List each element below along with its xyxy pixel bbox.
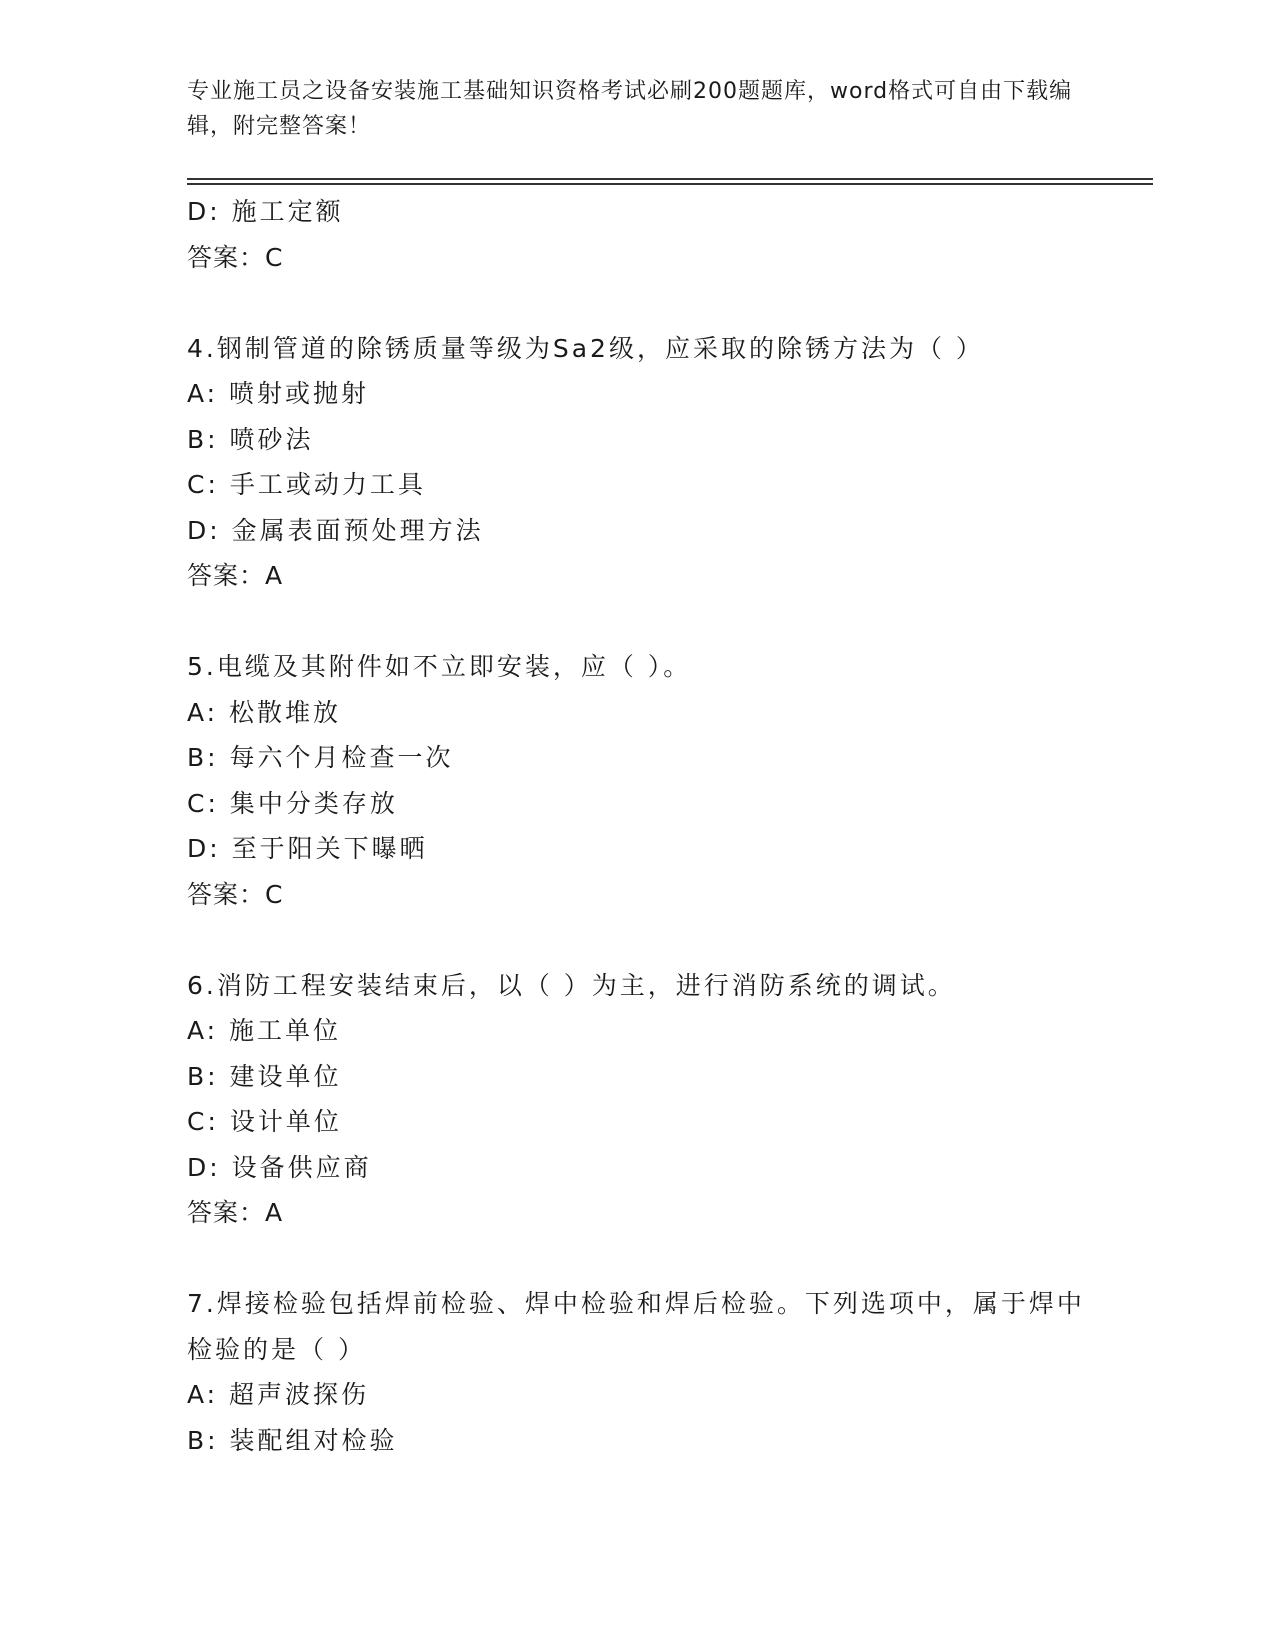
option-b: B: 建设单位 [187, 1061, 342, 1091]
answer: 答案：C [187, 242, 284, 272]
header-rule-bottom [187, 183, 1153, 185]
option-b: B: 喷砂法 [187, 424, 314, 454]
question-6 [187, 963, 1087, 1236]
option-c: C: 手工或动力工具 [187, 470, 426, 499]
option-d: D: 金属表面预处理方法 [187, 515, 484, 545]
option-c: C: 设计单位 [187, 1107, 342, 1136]
spacer [187, 599, 1087, 645]
question-stem: 5.电缆及其附件如不立即安装，应（ ）。 [187, 652, 692, 681]
option-c: C: 集中分类存放 [187, 788, 398, 818]
answer: 答案：C [187, 879, 284, 909]
option-d: D: 至于阳关下曝晒 [187, 834, 428, 863]
question-stem: 6.消防工程安装结束后，以（ ）为主，进行消防系统的调试。 [187, 970, 956, 1000]
option-a: A: 超声波探伤 [187, 1380, 370, 1409]
document-header: 专业施工员之设备安装施工基础知识资格考试必刷200题题库，word格式可自由下载编辑，附完整答案！ [187, 79, 1073, 139]
spacer [187, 1236, 1087, 1282]
option-b: B: 装配组对检验 [187, 1425, 398, 1455]
option-a: A: 喷射或抛射 [187, 379, 370, 408]
option-a: A: 施工单位 [187, 1016, 342, 1045]
question-list [187, 189, 1087, 1463]
option-d: D: 施工定额 [187, 197, 344, 226]
spacer [187, 280, 1087, 326]
option-d: D: 设备供应商 [187, 1152, 372, 1182]
header-rule-top [187, 178, 1153, 180]
question-7 [187, 1281, 1087, 1463]
answer: 答案：A [187, 561, 284, 590]
question-5 [187, 644, 1087, 917]
question-stem: 4.钢制管道的除锈质量等级为Sa2级，应采取的除锈方法为（ ） [187, 333, 984, 363]
answer: 答案：A [187, 1198, 284, 1227]
option-b: B: 每六个月检查一次 [187, 743, 454, 772]
question-stem: 7.焊接检验包括焊前检验、焊中检验和焊后检验。下列选项中，属于焊中检验的是（ ） [187, 1289, 1085, 1364]
option-a: A: 松散堆放 [187, 697, 342, 727]
spacer [187, 917, 1087, 963]
question-4 [187, 326, 1087, 599]
